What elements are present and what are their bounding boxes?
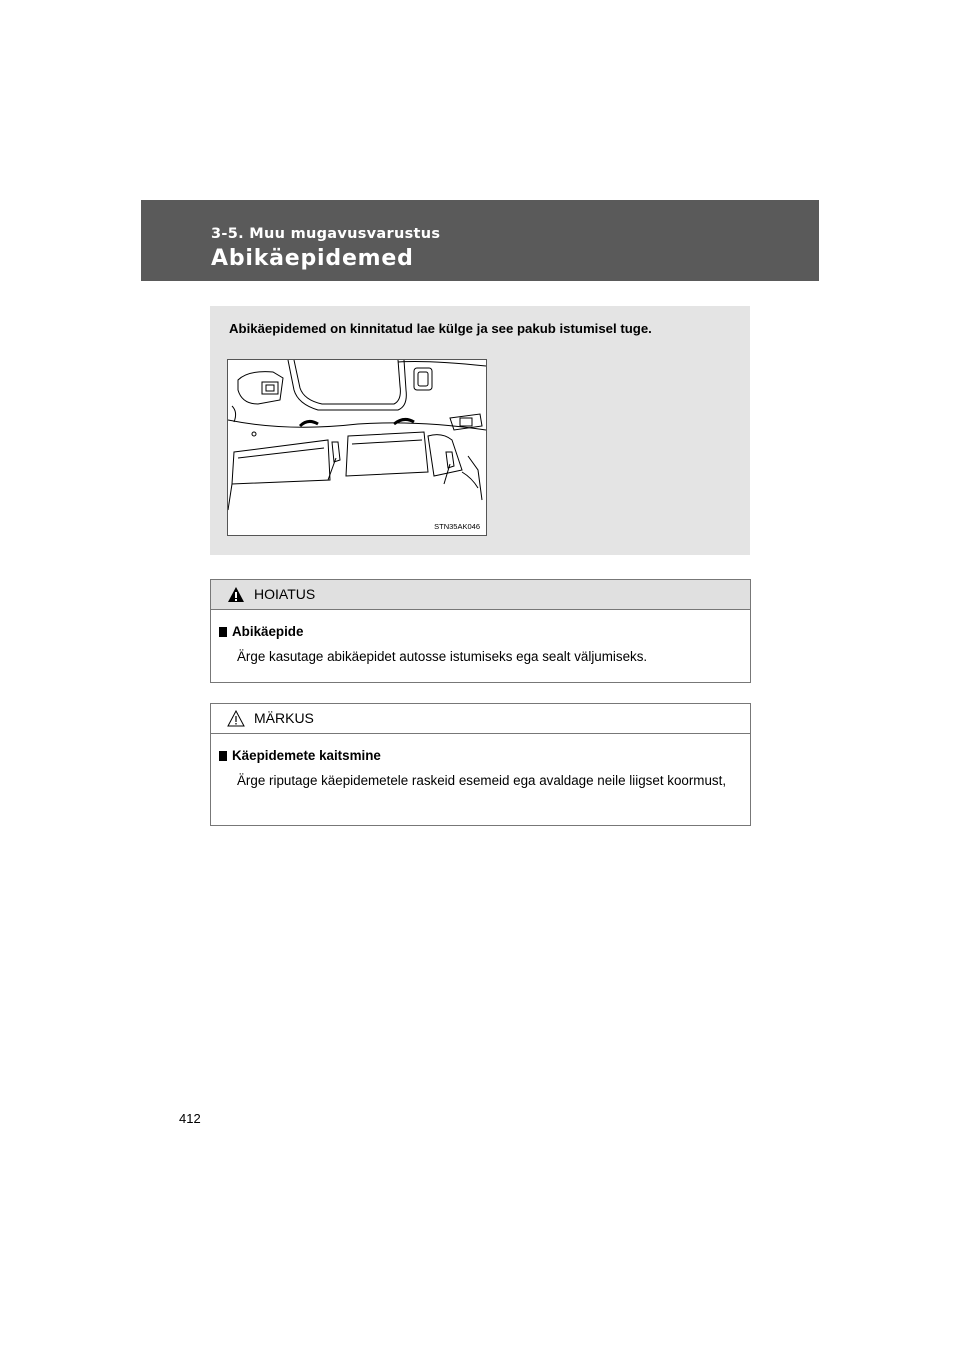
warning-icon xyxy=(227,586,245,603)
warning-item-text: Ärge kasutage abikäepidet autosse istumiseks ega sealt väljumiseks. xyxy=(237,649,648,664)
warning-item-title xyxy=(219,624,742,639)
caution-item-title xyxy=(219,748,742,763)
warning-header xyxy=(211,580,750,610)
warning-item-title-text: Abikäepide xyxy=(232,624,304,639)
caution-item-text: Ärge riputage käepidemetele raskeid esemeid ega avaldage neile liigset koormust, xyxy=(237,773,727,788)
warning-label: HOIATUS xyxy=(254,586,316,602)
car-interior-drawing xyxy=(228,360,486,535)
caution-header xyxy=(211,704,750,734)
warning-box xyxy=(210,579,751,683)
page-number: 412 xyxy=(179,1111,201,1126)
caution-label: MÄRKUS xyxy=(254,710,314,726)
square-bullet-icon xyxy=(219,751,227,761)
assist-grip-illustration xyxy=(227,359,487,536)
caution-item-title-text: Käepidemete kaitsmine xyxy=(232,748,381,763)
section-header xyxy=(141,200,819,281)
page-title: Abikäepidemed xyxy=(211,246,414,271)
figure-code: STN35AK046 xyxy=(434,522,480,531)
caution-box xyxy=(210,703,751,826)
intro-text: Abikäepidemed on kinnitatud lae külge ja see pakub istumisel tuge. xyxy=(229,321,652,336)
caution-icon xyxy=(227,710,245,727)
square-bullet-icon xyxy=(219,627,227,637)
section-label: 3-5. Muu mugavusvarustus xyxy=(211,226,441,242)
intro-box xyxy=(210,306,750,555)
